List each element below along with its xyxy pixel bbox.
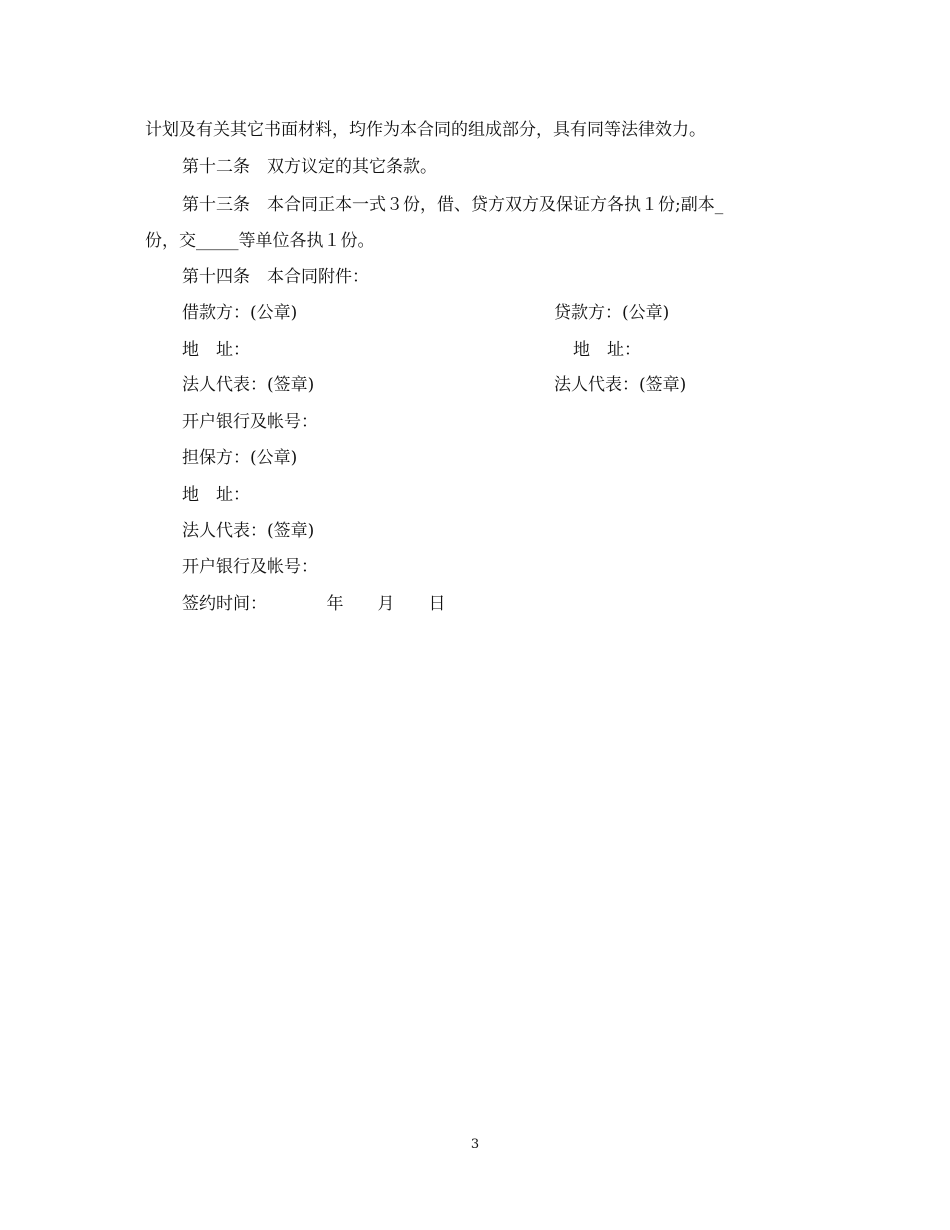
lender-address: 地 址：	[573, 340, 641, 360]
signing-date: 签约时间： 年 月 日	[182, 594, 446, 614]
paragraph-line: 计划及有关其它书面材料，均作为本合同的组成部分，具有同等法律效力。	[145, 120, 706, 140]
borrower-bank-account: 开户银行及帐号：	[182, 412, 318, 432]
guarantor-bank-account: 开户银行及帐号：	[182, 557, 318, 577]
borrower-representative: 法人代表：(签章)	[182, 375, 315, 395]
lender-representative: 法人代表：(签章)	[554, 375, 687, 395]
page-number: 3	[470, 1137, 480, 1152]
borrower-address: 地 址：	[182, 340, 250, 360]
guarantor-label: 担保方：(公章)	[182, 448, 298, 468]
article-13-line2: 份，交_____等单位各执１份。	[145, 231, 375, 251]
article-14: 第十四条 本合同附件：	[182, 267, 369, 287]
lender-label: 贷款方：(公章)	[554, 303, 670, 323]
borrower-label: 借款方：(公章)	[182, 303, 298, 323]
guarantor-representative: 法人代表：(签章)	[182, 521, 315, 541]
guarantor-address: 地 址：	[182, 485, 250, 505]
article-12: 第十二条 双方议定的其它条款。	[182, 157, 437, 177]
article-13-line1: 第十三条 本合同正本一式３份，借、贷方双方及保证方各执１份;副本_	[182, 195, 724, 215]
